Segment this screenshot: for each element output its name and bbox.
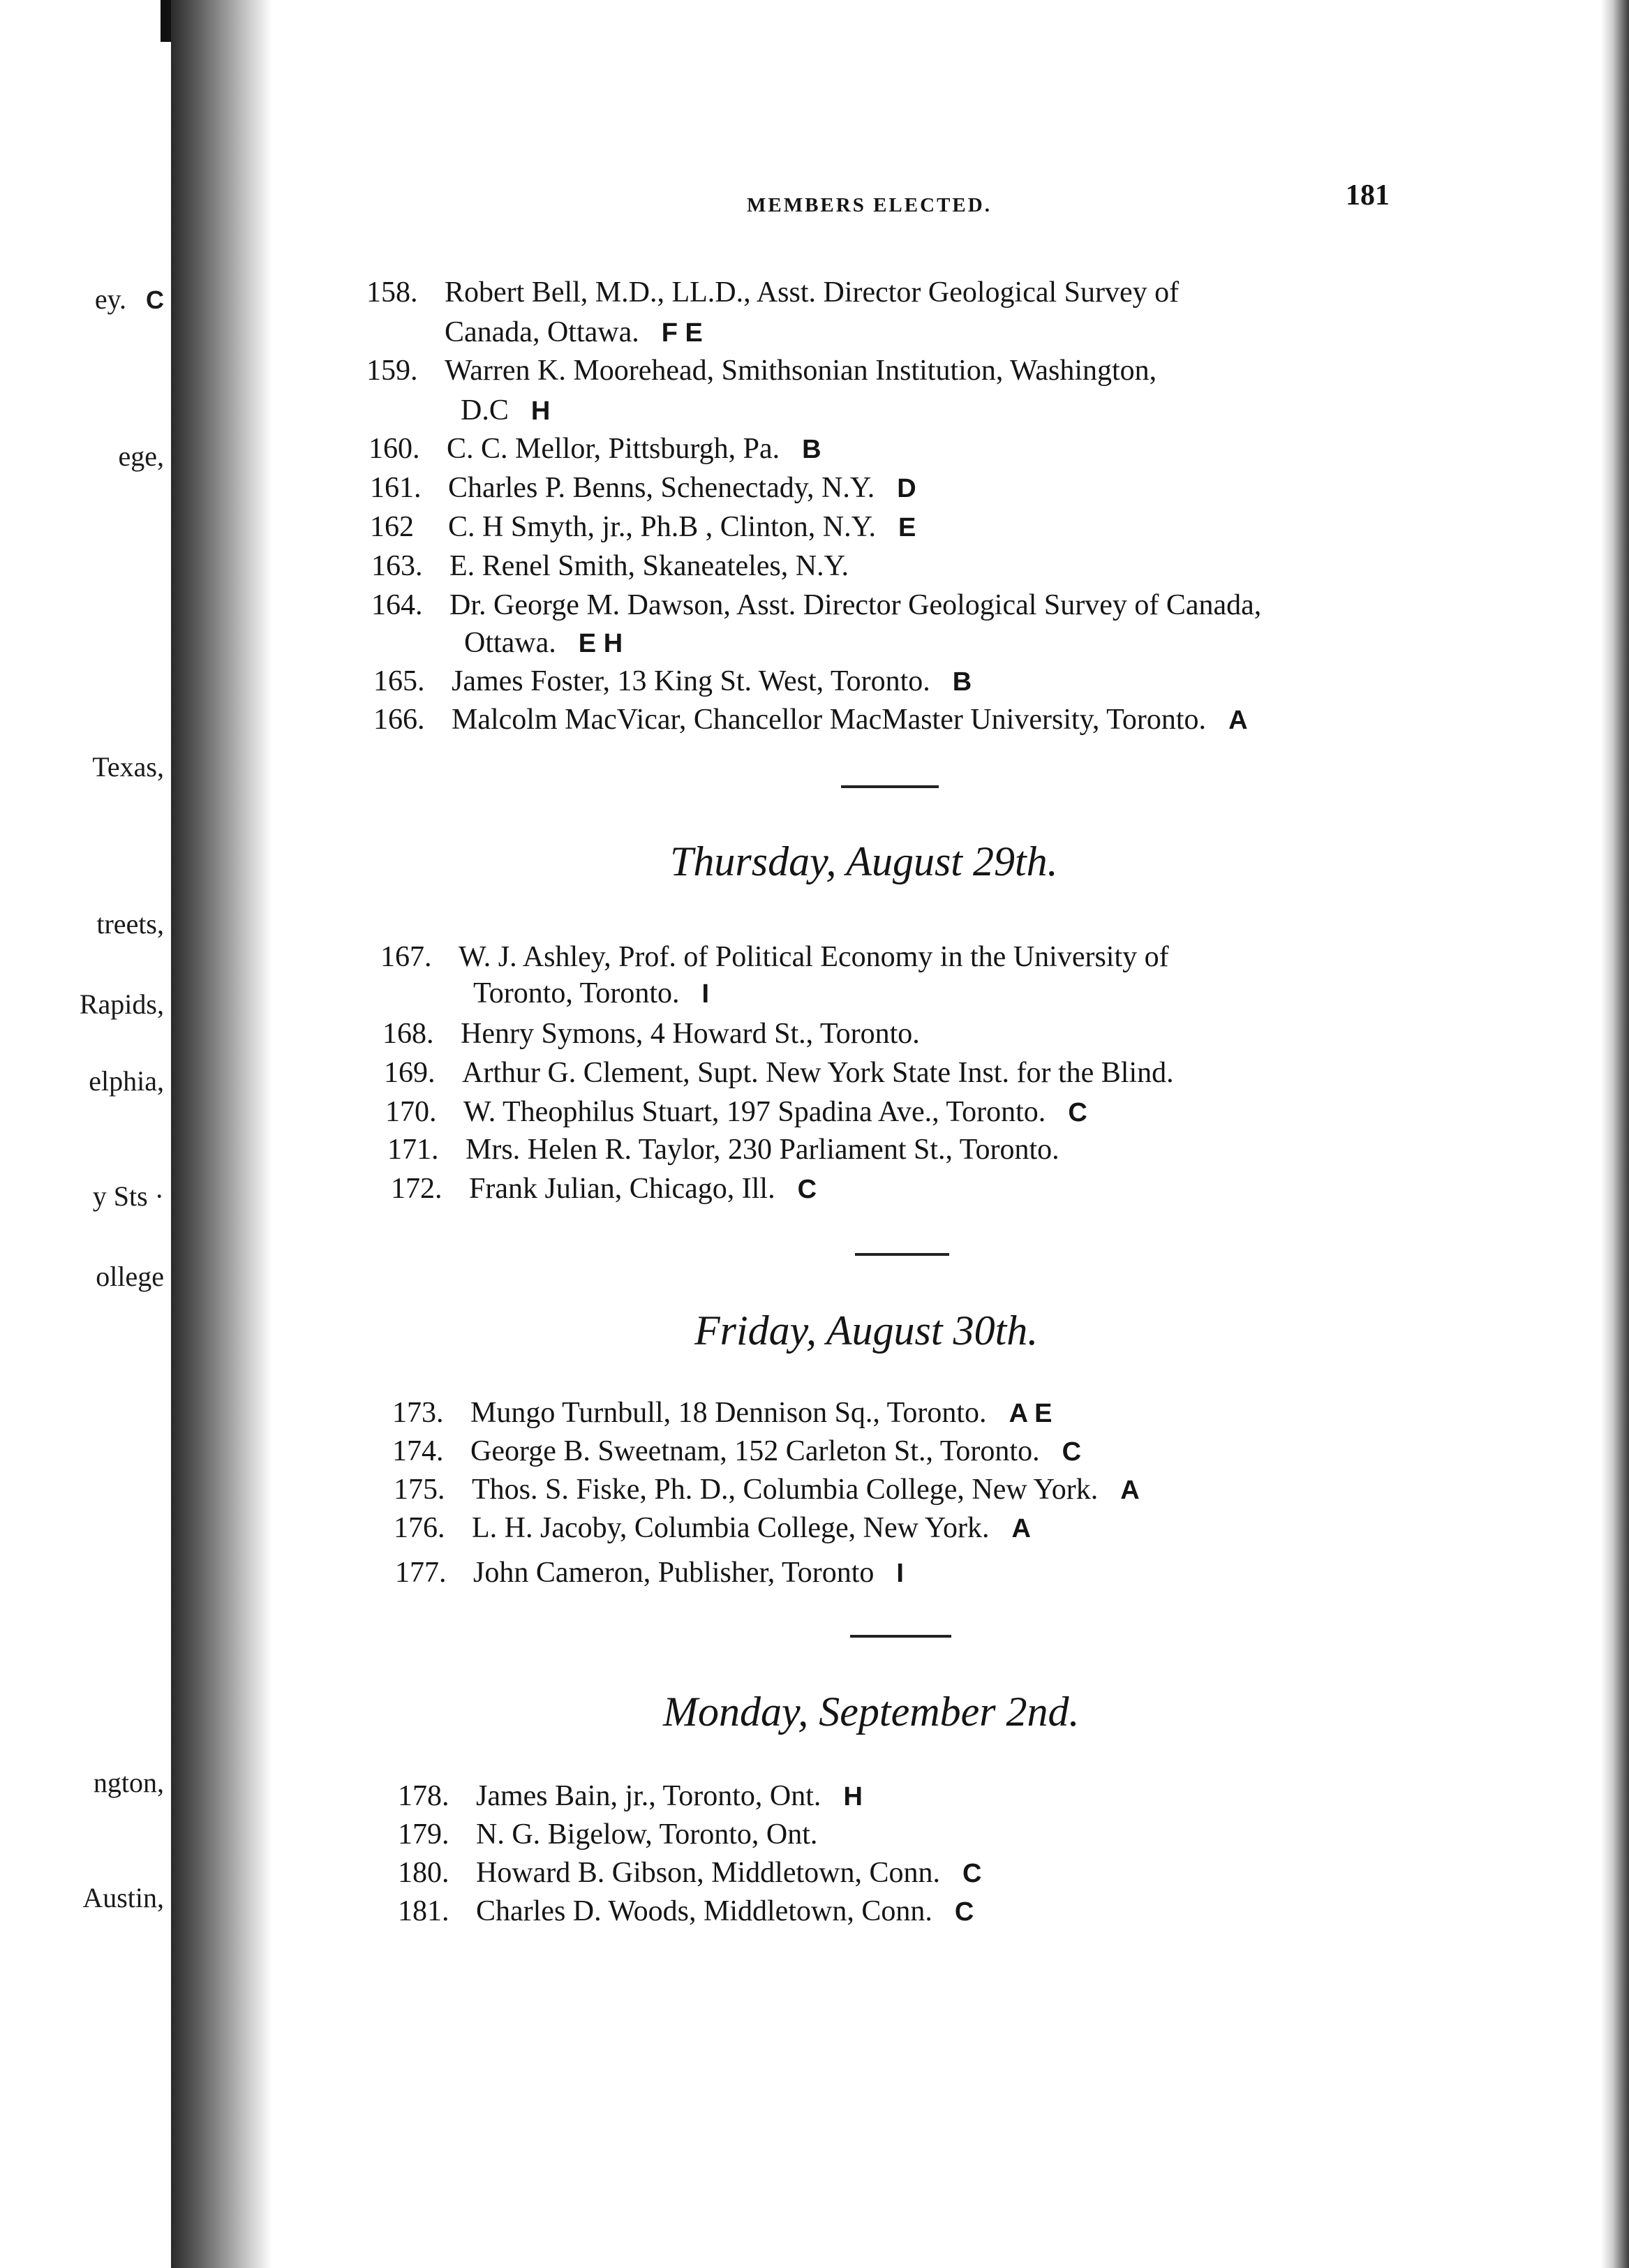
- category-code: A: [1120, 1476, 1140, 1505]
- category-code: H: [843, 1782, 863, 1811]
- section-heading: Friday, August 30th.: [694, 1307, 1039, 1354]
- category-code: E H: [578, 629, 623, 658]
- category-code: H: [530, 396, 551, 426]
- member-entry: 178. James Bain, jr., Toronto, Ont. H: [398, 1780, 863, 1812]
- left-page-fragment: ollege: [96, 1261, 164, 1292]
- member-entry: 179. N. G. Bigelow, Toronto, Ont.: [398, 1818, 818, 1851]
- left-page-fragment: y Sts ·: [92, 1180, 164, 1212]
- member-entry: 160. C. C. Mellor, Pittsburgh, Pa. B: [369, 433, 821, 465]
- left-page-fragment: ey. C: [94, 283, 164, 315]
- member-entry: 168. Henry Symons, 4 Howard St., Toronto.: [382, 1018, 920, 1050]
- section-heading: Monday, September 2nd.: [663, 1689, 1080, 1735]
- category-code: C: [962, 1859, 982, 1888]
- category-code: C: [954, 1897, 974, 1927]
- category-code: A: [1011, 1514, 1031, 1543]
- member-entry-continuation: Toronto, Toronto. I: [473, 977, 710, 1009]
- member-entry: 162 C. H Smyth, jr., Ph.B , Clinton, N.Y. E: [370, 511, 916, 543]
- left-page-fragment: ege,: [118, 440, 164, 472]
- left-page-fragment: treets,: [96, 908, 164, 940]
- category-code: A E: [1009, 1399, 1052, 1428]
- member-entry: 166. Malcolm MacVicar, Chancellor MacMaster University, Toronto. A: [373, 704, 1248, 736]
- member-entry: 181. Charles D. Woods, Middletown, Conn. C: [398, 1895, 974, 1927]
- member-entry: 180. Howard B. Gibson, Middletown, Conn. C: [398, 1857, 982, 1889]
- member-entry: 177. John Cameron, Publisher, Toronto I: [395, 1557, 904, 1589]
- member-entry: 171. Mrs. Helen R. Taylor, 230 Parliament St., Toronto.: [387, 1134, 1059, 1166]
- left-page-fragment: elphia,: [89, 1065, 164, 1097]
- left-facing-page: [0, 0, 171, 2268]
- category-code: E: [898, 513, 916, 542]
- member-entry-continuation: Canada, Ottawa. F E: [445, 316, 703, 348]
- left-page-fragment: Austin,: [82, 1882, 164, 1913]
- member-entry: 175. Thos. S. Fiske, Ph. D., Columbia College, New York. A: [394, 1474, 1140, 1506]
- member-entry: 169. Arthur G. Clement, Supt. New York State Inst. for the Blind.: [384, 1057, 1174, 1089]
- section-divider: [855, 1253, 949, 1256]
- member-entry: 161. Charles P. Benns, Schenectady, N.Y. D: [370, 472, 916, 504]
- member-entry: 174. George B. Sweetnam, 152 Carleton St., Toronto. C: [392, 1435, 1082, 1467]
- member-entry-continuation: Ottawa. E H: [464, 627, 623, 659]
- member-entry-continuation: D.C H: [461, 394, 551, 427]
- left-page-fragment: ngton,: [93, 1767, 164, 1798]
- member-entry: 158. Robert Bell, M.D., LL.D., Asst. Director Geological Survey of: [366, 276, 1180, 309]
- member-entry: 159. Warren K. Moorehead, Smithsonian Institution, Washington,: [366, 355, 1157, 387]
- left-page-fragment: Texas,: [92, 751, 164, 783]
- category-code: I: [701, 979, 710, 1009]
- category-code: C: [1068, 1098, 1087, 1127]
- category-code: C: [1062, 1437, 1082, 1467]
- category-code: B: [802, 435, 821, 464]
- section-divider: [850, 1635, 951, 1638]
- category-code: F E: [661, 318, 703, 348]
- category-code: D: [897, 474, 916, 503]
- member-entry: 173. Mungo Turnbull, 18 Dennison Sq., Toronto. A E: [392, 1397, 1052, 1429]
- page-number: 181: [1346, 179, 1390, 212]
- member-entry: 167. W. J. Ashley, Prof. of Political Economy in the University of: [380, 941, 1169, 973]
- category-code: I: [896, 1559, 904, 1588]
- member-entry: 164. Dr. George M. Dawson, Asst. Director Geological Survey of Canada,: [371, 589, 1262, 621]
- category-code: B: [952, 667, 972, 697]
- member-entry: 170. W. Theophilus Stuart, 197 Spadina Ave., Toronto. C: [385, 1096, 1087, 1128]
- category-code: A: [1228, 706, 1248, 735]
- book-gutter: [171, 0, 272, 2268]
- section-heading: Thursday, August 29th.: [670, 838, 1058, 884]
- page-edge: [1601, 0, 1629, 2268]
- section-divider: [841, 785, 939, 788]
- member-entry: 172. Frank Julian, Chicago, Ill. C: [391, 1173, 817, 1205]
- running-head: MEMBERS ELECTED.: [747, 194, 992, 216]
- member-entry: 176. L. H. Jacoby, Columbia College, New York. A: [394, 1512, 1031, 1544]
- category-code: C: [797, 1175, 817, 1204]
- left-page-fragment: Rapids,: [79, 988, 164, 1020]
- member-entry: 163. E. Renel Smith, Skaneateles, N.Y.: [371, 550, 849, 582]
- member-entry: 165. James Foster, 13 King St. West, Toronto. B: [373, 665, 972, 697]
